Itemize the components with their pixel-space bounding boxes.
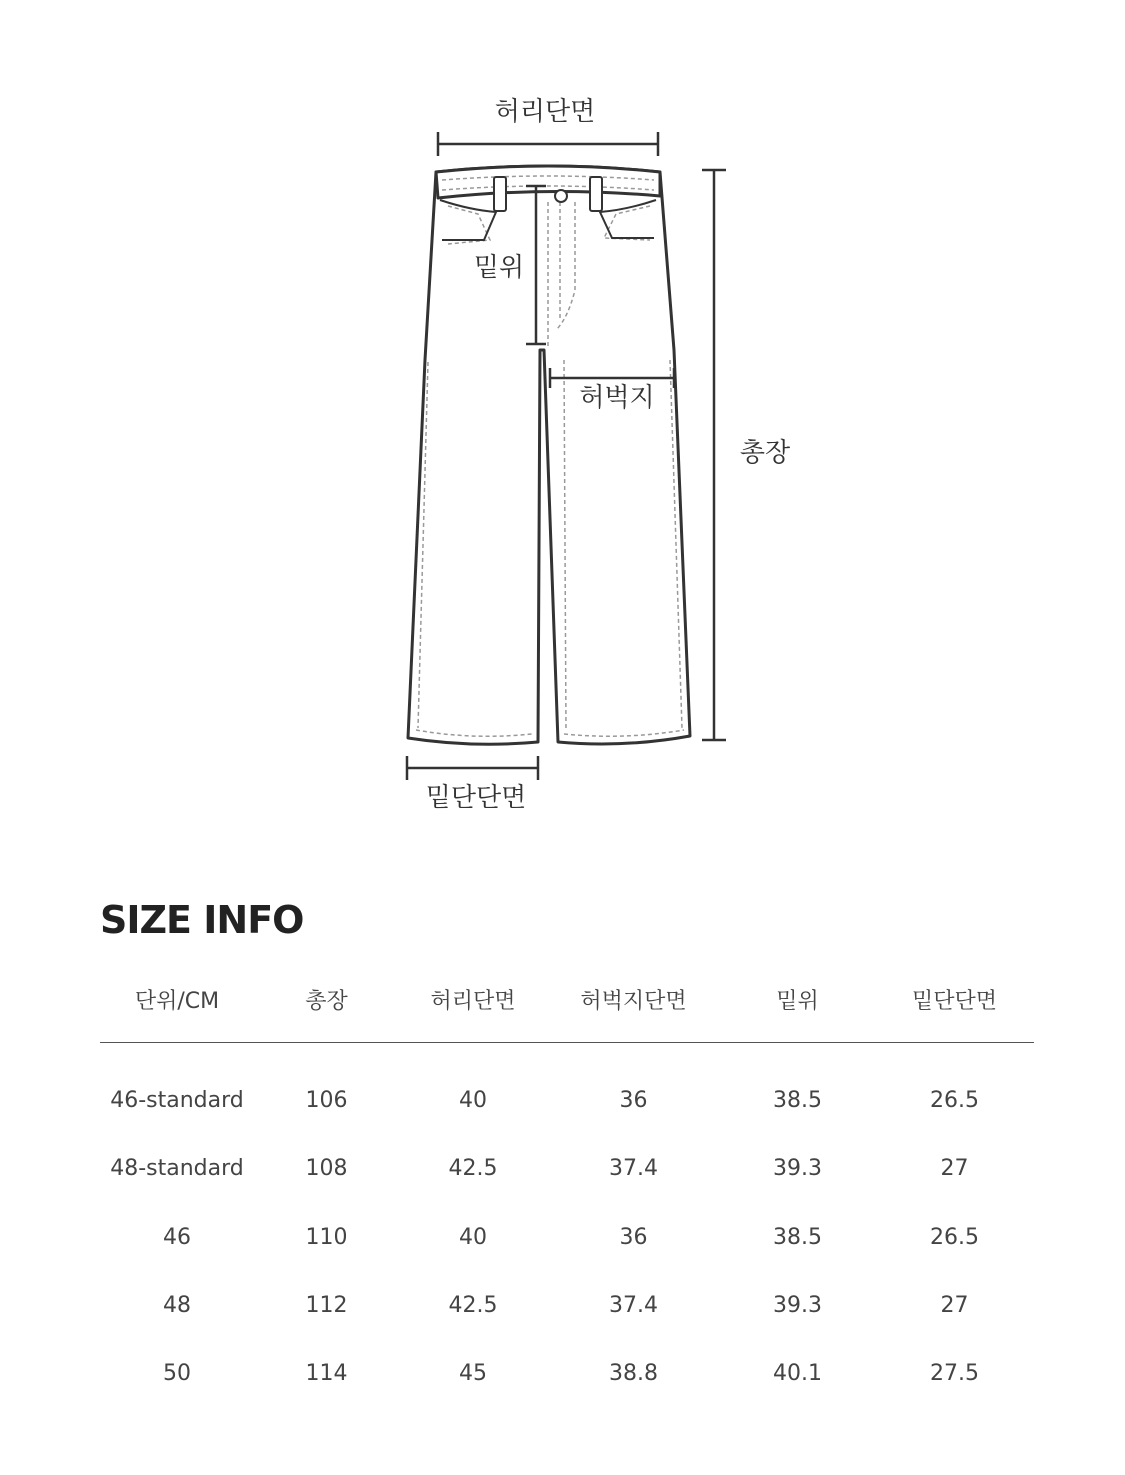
total-length-dimension-line xyxy=(702,170,726,740)
hem-dimension-line xyxy=(407,756,538,780)
cell-thigh: 36 xyxy=(619,1088,648,1113)
cell-size: 48 xyxy=(163,1293,191,1318)
cell-size: 48-standard xyxy=(110,1156,244,1181)
cell-waist: 40 xyxy=(459,1088,487,1113)
table-row xyxy=(100,1221,1034,1255)
total-length-label: 총장 xyxy=(739,438,791,468)
waist-button xyxy=(555,190,567,202)
cell-total-length: 106 xyxy=(305,1088,348,1113)
table-row xyxy=(100,1152,1034,1186)
table-row xyxy=(100,1357,1034,1391)
cell-hem: 27.5 xyxy=(930,1361,979,1386)
cell-size: 50 xyxy=(163,1361,191,1386)
cell-size: 46-standard xyxy=(110,1088,244,1113)
hem-label: 밑단단면 xyxy=(425,783,527,813)
cell-hem: 27 xyxy=(940,1293,969,1318)
cell-hem: 27 xyxy=(940,1156,969,1181)
thigh-label: 허벅지 xyxy=(579,383,655,413)
cell-rise: 39.3 xyxy=(773,1156,822,1181)
cell-waist: 42.5 xyxy=(448,1156,498,1181)
cell-total-length: 112 xyxy=(305,1293,348,1318)
cell-total-length: 114 xyxy=(305,1361,348,1386)
belt-loop-left xyxy=(494,177,506,211)
cell-thigh: 36 xyxy=(619,1225,648,1250)
table-divider xyxy=(100,1042,1034,1043)
cell-rise: 38.5 xyxy=(773,1225,822,1250)
cell-rise: 40.1 xyxy=(773,1361,822,1386)
pants-illustration xyxy=(408,166,690,744)
rise-label: 밑위 xyxy=(473,253,525,283)
cell-thigh: 38.8 xyxy=(609,1361,658,1386)
pants-outline xyxy=(408,166,690,744)
header-waist: 허리단면 xyxy=(430,989,516,1014)
table-row xyxy=(100,1289,1034,1323)
belt-loop-right xyxy=(590,177,602,211)
cell-total-length: 108 xyxy=(305,1156,348,1181)
header-unit: 단위/CM xyxy=(134,989,220,1014)
header-thigh: 허벅지단면 xyxy=(580,989,687,1014)
cell-thigh: 37.4 xyxy=(609,1156,658,1181)
cell-waist: 45 xyxy=(459,1361,487,1386)
cell-thigh: 37.4 xyxy=(609,1293,658,1318)
waist-dimension-line xyxy=(438,132,658,156)
header-total-length: 총장 xyxy=(305,989,348,1014)
cell-size: 46 xyxy=(163,1225,191,1250)
cell-waist: 42.5 xyxy=(448,1293,498,1318)
cell-waist: 40 xyxy=(459,1225,487,1250)
cell-rise: 39.3 xyxy=(773,1293,822,1318)
cell-hem: 26.5 xyxy=(930,1225,979,1250)
header-hem: 밑단단면 xyxy=(911,989,997,1014)
cell-total-length: 110 xyxy=(305,1225,348,1250)
waist-label: 허리단면 xyxy=(494,97,596,127)
header-rise: 밑위 xyxy=(776,989,819,1014)
size-info-title: SIZE INFO xyxy=(100,898,304,942)
size-table-header xyxy=(100,985,1034,1019)
table-row xyxy=(100,1084,1034,1118)
cell-rise: 38.5 xyxy=(773,1088,822,1113)
cell-hem: 26.5 xyxy=(930,1088,979,1113)
